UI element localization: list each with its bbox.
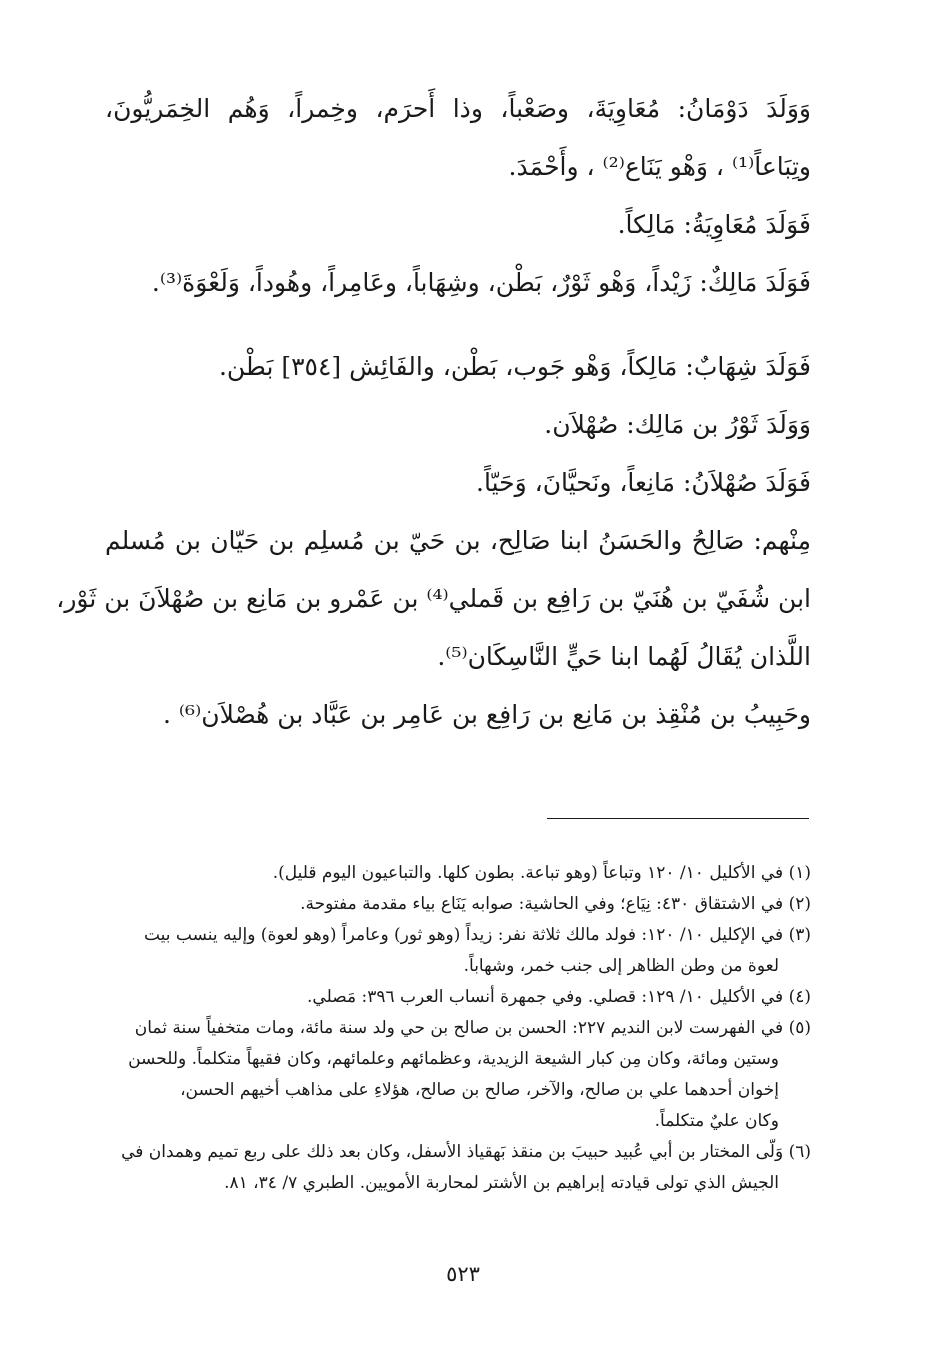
footnote-line: الجيش الذي تولى قيادته إبراهيم بن الأشتر لمحاربة الأمويين. الطبري ٧/ ٣٤، ٨١. (224, 1173, 779, 1193)
footnote-line: وستين ومائة، وكان مِن كبار الشيعة الزيدية، وعظمائهم وعلمائهم، وكان فقيهاً متكلماً. وللحسن (128, 1049, 779, 1069)
footnote-2 (105, 889, 811, 920)
footnote-line: (٢) في الاشتقاق ٤٣٠: نِيَاع؛ وفي الحاشية: صوابه يَنَاع بياء مقدمة مفتوحة. (300, 894, 811, 914)
text-line: فَوَلَدَ شِهَابٌ: مَالِكاً، وَهْو جَوب، بَطْن، والفَائِش [٣٥٤] بَطْن. (218, 352, 811, 381)
text-line: مِنْهم: صَالِحُ والحَسَنُ ابنا صَالِح، بن حَيّ بن مُسلِم بن حَيّان بن مُسلم (105, 526, 811, 555)
paragraph-thawr-children (105, 396, 811, 454)
footnote-3 (105, 920, 811, 982)
paragraph-among-them (56, 512, 811, 686)
footnote-line: (٦) وَلّى المختار بن أبي عُبيد حبيبَ بن منقذ بَهقياذ الأسفل، وكان بعد ذلك على ربع تميم وهمدان في (121, 1142, 811, 1162)
text-line: وَوَلَدَ دَوْمَانُ: مُعَاوِيَةَ، وصَعْباً، وذا أَحرَم، وخِمراً، وَهُم الخِمَريُّونَ، (105, 94, 811, 123)
paragraph-dawman-children (105, 80, 811, 196)
footnote-6 (105, 1137, 811, 1199)
footnote-line: (٥) في الفهرست لابن النديم ٢٢٧: الحسن بن صالح بن حي ولد سنة مائة، ومات متخفياً سنة ثمان (134, 1018, 811, 1038)
footnote-5 (105, 1013, 811, 1137)
paragraph-muawiya-children (105, 196, 811, 254)
text-line: ابن شُفَيّ بن هُنَيّ بن رَافِع بن قَملي⁽⁴⁾ بن عَمْرو بن مَانِع بن صُهْلاَنَ بن ثَوْر، (56, 584, 811, 613)
text-line: وحَبِيبُ بن مُنْقِذ بن مَانِع بن رَافِع بن عَامِر بن عَبَّاد بن هُصْلاَن⁽⁶⁾ . (163, 700, 811, 729)
page-number: ٥٢٣ (446, 1262, 480, 1286)
footnote-line: وكان عليٌ متكلماً. (654, 1111, 779, 1131)
paragraph-habib (105, 686, 811, 744)
paragraph-suhlan-children (105, 454, 811, 512)
footnote-line: (٤) في الأكليل ١٠/ ١٢٩: قصلي. وفي جمهرة أنساب العرب ٣٩٦: مَصلي. (307, 987, 811, 1007)
footnote-1 (105, 858, 811, 889)
footnote-line: (٣) في الإكليل ١٠/ ١٢٠: فولد مالك ثلاثة نفر: زيداً (وهو ثور) وعامراً (وهو لعوة) وإليه ينسب بيت (143, 925, 811, 945)
main-text (56, 80, 811, 744)
paragraph-shihab-children (105, 338, 811, 396)
footnote-4 (105, 982, 811, 1013)
footnote-line: لعوة من وطن الظاهر إلى جنب خمر، وشهاباً. (463, 956, 779, 976)
footnotes (105, 858, 811, 1199)
text-line: وَوَلَدَ ثَوْرُ بن مَالِك: صُهْلاَن. (544, 410, 811, 439)
text-line: اللَّذان يُقَالُ لَهُما ابنا حَيٍّ النَّاسِكَان⁽⁵⁾. (437, 642, 811, 671)
text-line: وتِبَاعاً⁽¹⁾ ، وَهْو يَنَاع⁽²⁾ ، وأَحْمَدَ. (508, 152, 811, 181)
footnote-line: (١) في الأكليل ١٠/ ١٢٠ وتباعاً (وهو تباعة. بطون كلها. والتباعيون اليوم قليل). (272, 863, 811, 883)
text-line: فَوَلَدَ مُعَاوِيَةُ: مَالِكاً. (617, 210, 811, 239)
footnote-line: إخوان أحدهما علي بن صالح، والآخر، صالح بن صالح، هؤلاءِ على مذاهب أخيهم الحسن، (180, 1080, 779, 1100)
text-line: فَوَلَدَ مَالِكٌ: زَيْداً، وَهْو ثَوْرٌ، بَطْن، وشِهَاباً، وعَامِراً، وهُوداً، وَلَعْوَةَ⁽³⁾. (151, 268, 811, 297)
paragraph-malik-children (105, 254, 811, 312)
text-line: فَوَلَدَ صُهْلاَنُ: مَانِعاً، ونَحيَّانَ، وَحَيّاً. (476, 468, 811, 497)
footnote-separator (547, 818, 809, 819)
